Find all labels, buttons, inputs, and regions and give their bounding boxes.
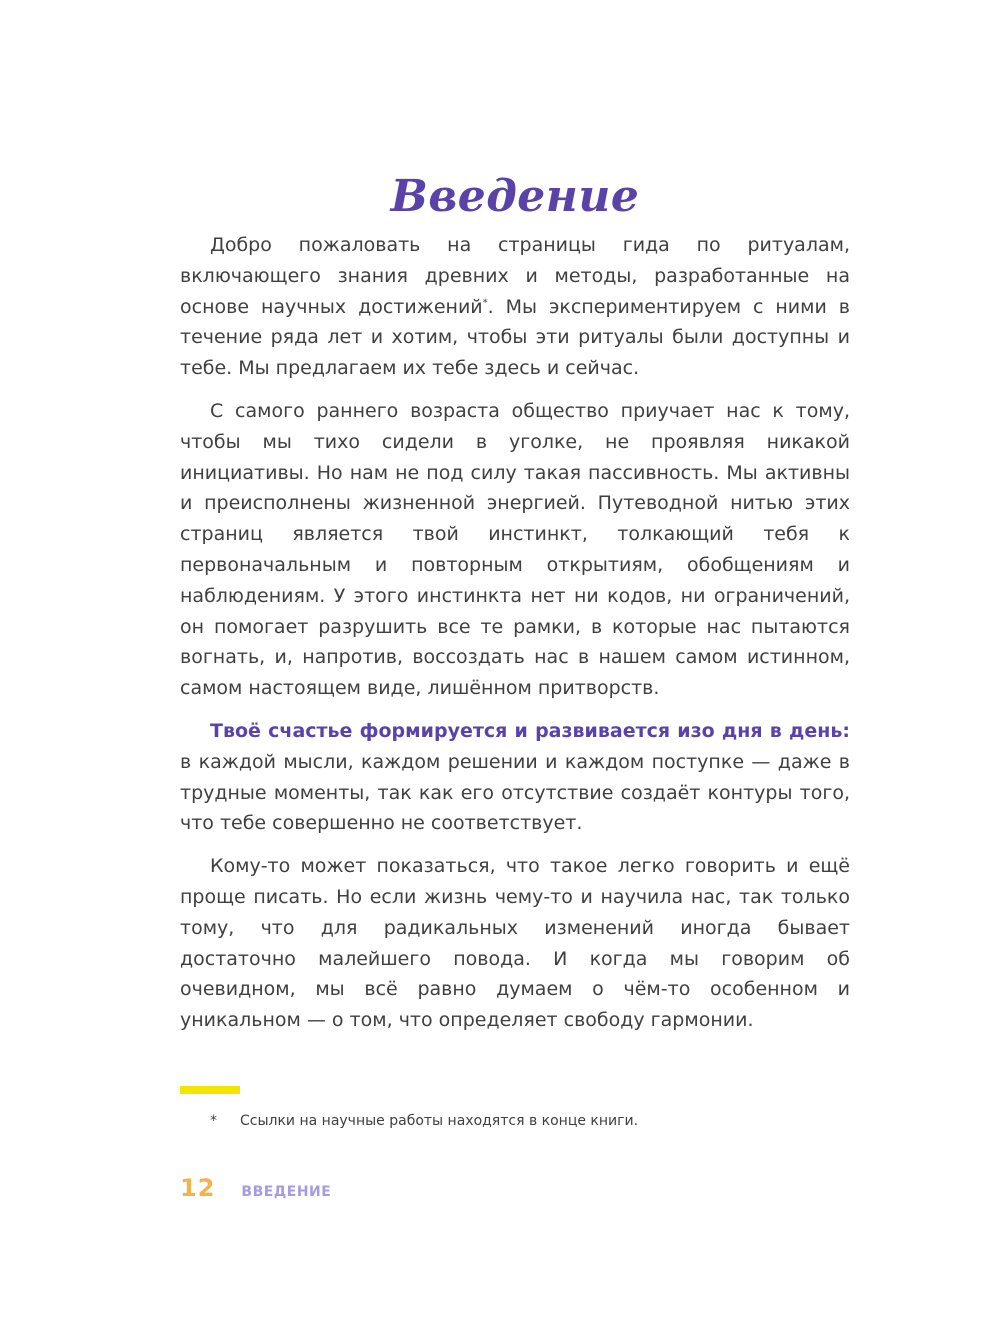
footnote-text: Ссылки на научные работы находятся в конце книги. bbox=[240, 1113, 639, 1129]
paragraph-3 bbox=[180, 716, 850, 839]
paragraph-4: Кому-то может показаться, что такое легко говорить и ещё проще писать. Но если жизнь чему-то и научила нас, так только тому, что для радикальных изменений иногда бывает достаточно малейшего повода. И когда мы говорим об очевидном, мы всё равно думаем о чём-то особенном и уникальном — о том, что определяет свободу гармонии. bbox=[180, 855, 850, 1032]
running-head: ВВЕДЕНИЕ bbox=[241, 1184, 332, 1200]
paragraph-1 bbox=[180, 230, 850, 384]
paragraph-3-text: в каждой мысли, каждом решении и каждом поступке — даже в трудные моменты, так как его отсутствие создаёт контуры того, что тебе совершенно не соответствует. bbox=[180, 750, 850, 835]
footnote-divider bbox=[180, 1086, 240, 1094]
paragraph-3-highlight: Твоё счастье формируется и развивается изо дня в день: bbox=[210, 719, 850, 742]
paragraph-2: С самого раннего возраста общество приучает нас к тому, чтобы мы тихо сидели в уголке, не проявляя никакой инициативы. Но нам не под силу такая пассивность. Мы активны и преисполнены жизненной энергией. Путеводной нитью этих страниц является твой инстинкт, толкающий тебя к первоначальным и повторным открытиям, обобщениям и наблюдениям. У этого инстинкта нет ни кодов, ни ограничений, он помогает разрушить все те рамки, в которые нас пытаются вогнать, и, напротив, воссоздать нас в нашем самом истинном, самом настоящем виде, лишённом притворств. bbox=[180, 399, 850, 700]
footnote-mark: * bbox=[210, 1113, 217, 1129]
footnote-reference: * bbox=[482, 297, 488, 309]
body-text bbox=[180, 230, 850, 1048]
paragraph-1-text-rest: . Мы экспериментируем с ними в течение ряда лет и хотим, чтобы эти ритуалы были доступны и тебе. Мы предлагаем их тебе здесь и сейчас. bbox=[180, 295, 850, 380]
page-footer bbox=[180, 1174, 331, 1208]
page-number: 12 bbox=[180, 1174, 216, 1202]
footnote bbox=[210, 1110, 638, 1132]
page-title: Введение bbox=[390, 171, 640, 223]
paragraph-1-text: Добро пожаловать на страницы гида по ритуалам, включающего знания древних и методы, разработанные на основе научных достижений bbox=[180, 234, 850, 318]
